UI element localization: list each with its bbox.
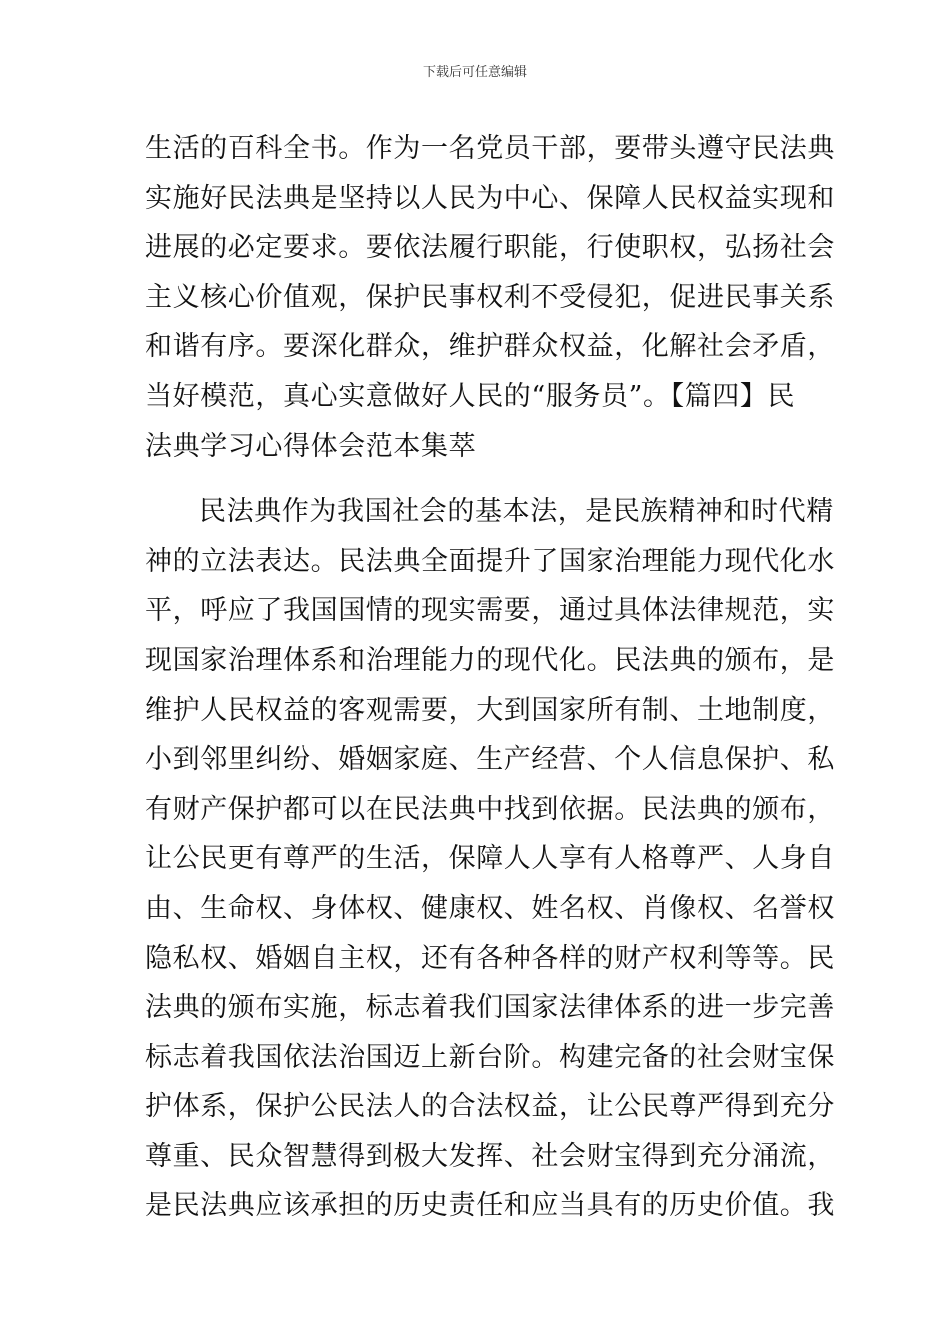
- document-body: [145, 124, 835, 1231]
- text-line: 现国家治理体系和治理能力的现代化。民法典的颁布，是: [145, 644, 835, 676]
- text-line: 法典的颁布实施，标志着我们国家法律体系的进一步完善: [145, 992, 835, 1024]
- text-line: 护体系，保护公民法人的合法权益，让公民尊严得到充分: [145, 1091, 835, 1123]
- text-line: 平，呼应了我国国情的现实需要，通过具体法律规范，实: [145, 595, 835, 627]
- text-line: 生活的百科全书。作为一名党员干部，要带头遵守民法典: [145, 133, 835, 164]
- text-line: 法典学习心得体会范本集萃: [145, 430, 477, 462]
- text-line: 是民法典应该承担的历史责任和应当具有的历史价值。我: [145, 1190, 835, 1222]
- text-line: 当好模范，真心实意做好人民的“服务员”。【篇四】民: [145, 380, 796, 412]
- paragraph-1: [145, 124, 835, 471]
- text-line: 实施好民法典是坚持以人民为中心、保障人民权益实现和: [145, 182, 835, 214]
- text-line: 有财产保护都可以在民法典中找到依据。民法典的颁布，: [145, 793, 835, 825]
- page-header: 下载后可任意编辑: [422, 65, 527, 80]
- text-line: 神的立法表达。民法典全面提升了国家治理能力现代化水: [145, 545, 835, 577]
- text-line: 主义核心价值观，保护民事权利不受侵犯，促进民事关系: [145, 281, 835, 313]
- text-line: 隐私权、婚姻自主权，还有各种各样的财产权利等等。民: [145, 942, 835, 974]
- text-line: 维护人民权益的客观需要，大到国家所有制、土地制度，: [145, 694, 835, 726]
- text-line: 小到邻里纠纷、婚姻家庭、生产经营、个人信息保护、私: [145, 744, 835, 776]
- paragraph-spacer: [145, 471, 810, 487]
- text-line: 尊重、民众智慧得到极大发挥、社会财宝得到充分涌流，: [145, 1140, 835, 1172]
- text-line: 让公民更有尊严的生活，保障人人享有人格尊严、人身自: [145, 843, 835, 875]
- text-line: 民法典作为我国社会的基本法，是民族精神和时代精: [199, 496, 834, 528]
- text-line: 和谐有序。要深化群众，维护群众权益，化解社会矛盾，: [145, 331, 835, 363]
- text-line: 标志着我国依法治国迈上新台阶。构建完备的社会财宝保: [145, 1041, 835, 1073]
- text-line: 由、生命权、身体权、健康权、姓名权、肖像权、名誉权: [145, 892, 835, 924]
- paragraph-2: [145, 487, 835, 1231]
- text-line: 进展的必定要求。要依法履行职能，行使职权，弘扬社会: [145, 232, 835, 264]
